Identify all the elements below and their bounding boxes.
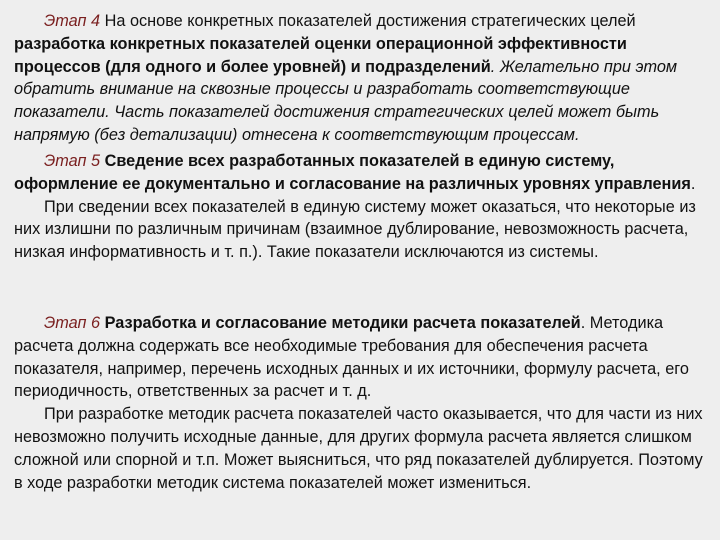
stage-5-tail: . xyxy=(690,174,696,193)
stage-6-label: Этап 6 xyxy=(44,314,101,332)
stage-4-lead: На основе конкретных показателей достижения стратегических целей xyxy=(100,12,636,30)
stage-4-text: . Желательно при этом обратить внимание на сквозные процессы и разработать соответствующие показатели. Часть показателей достижения стратегических целей может быть напрямую (без детализации) отнесена к соответствующим процессам. xyxy=(14,57,678,144)
stage-4-paragraph xyxy=(14,10,709,147)
stage-5-paragraph xyxy=(14,150,709,196)
stage-5-heading: Сведение всех разработанных показателей в единую систему, оформление ее документально и согласование на различных уровнях управления xyxy=(14,152,691,193)
stage-6-paragraph xyxy=(14,312,709,403)
stage-6-rest: . Методика расчета должна содержать все необходимые требования для обеспечения расчета показателя, например, перечень исходных данных и их источники, формулу расчета, его периодичность, ответственных за расчет и т. д. xyxy=(14,314,689,401)
stage-6-heading: Разработка и согласование методики расчета показателей xyxy=(100,314,581,332)
stage-5-text: При сведении всех показателей в единую систему может оказаться, что некоторые из них излишни по различным причинам (взаимное дублирование, невозможность расчета, низкая информативность и т. п.). Такие показатели исключаются из системы. xyxy=(14,197,696,262)
stage-5-label: Этап 5 xyxy=(44,152,101,170)
stage-4-heading: разработка конкретных показателей оценки операционной эффективности процессов (для одного и более уровней) и подразделений xyxy=(14,34,627,76)
stage-6-text: При разработке методик расчета показателей часто оказывается, что для части из них невозможно получить исходные данные, для других формула расчета является слишком сложной или спорной и т.п. Может выясниться, что ряд показателей дублируется. Поэтому в ходе разработки методик система показателей может измениться. xyxy=(14,405,703,492)
stage-5-section xyxy=(14,150,709,264)
stage-4-label: Этап 4 xyxy=(44,12,101,30)
stage-4-section xyxy=(14,10,709,147)
stage-6-section xyxy=(14,312,709,494)
